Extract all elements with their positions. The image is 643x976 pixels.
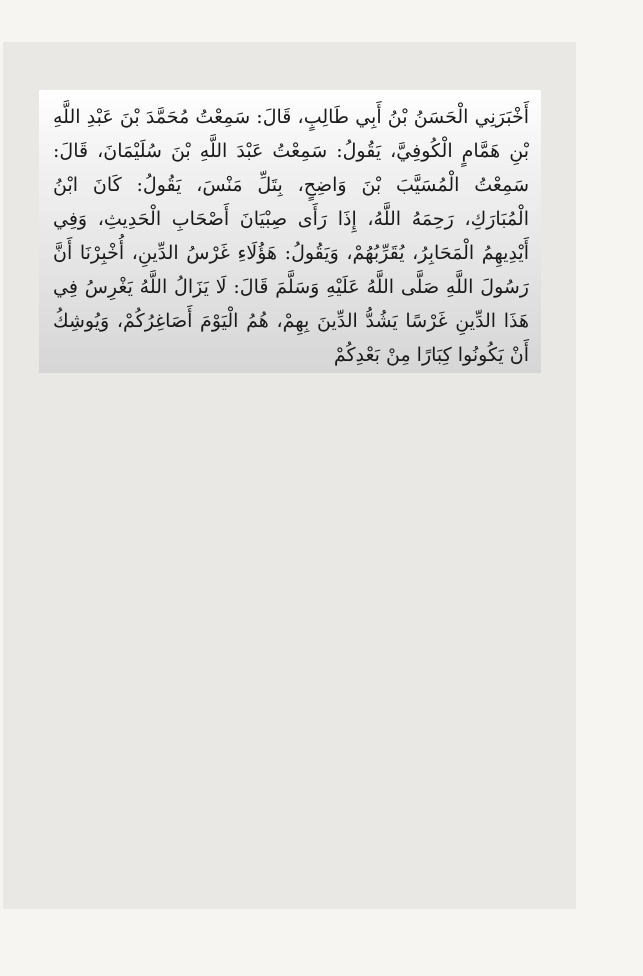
arabic-paragraph: أَخْبَرَنِي الْحَسَنُ بْنُ أَبِي طَالِبٍ، قَالَ: سَمِعْتُ مُحَمَّدَ بْنَ عَبْدِ اللَّهِ بْنِ هَمَّامٍ الْكُوفِيَّ، يَقُولُ: سَمِعْتُ عَبْدَ اللَّهِ بْنَ سُلَيْمَانَ، قَالَ: سَمِعْتُ الْمُسَيَّبَ بْنَ وَاضِحٍ، بِتَلِّ مَنْسَ، يَقُولُ: كَانَ ابْنُ الْمُبَارَكِ، رَحِمَهُ اللَّهُ، إِذَا رَأَى صِبْيَانَ أَصْحَابِ الْحَدِيثِ، وَفِي أَيْدِيهِمُ الْمَحَابِرُ، يُقَرِّبُهُمْ، وَيَقُولُ: هَؤُلَاءِ غَرْسُ الدِّينِ، أُخْبِرْنَا أَنَّ رَسُولَ اللَّهِ صَلَّى اللَّهُ عَلَيْهِ وَسَلَّمَ قَالَ: لَا يَزَالُ اللَّهُ يَغْرِسُ فِي هَذَا الدِّينِ غَرْسًا يَشُدُّ الدِّينَ بِهِمْ، هُمُ الْيَوْمَ أَصَاغِرُكُمْ، وَيُوشِكُ أَنْ يَكُونُوا كِبَارًا مِنْ بَعْدِكُمْ: [53, 106, 529, 366]
page-sheet: [3, 42, 576, 909]
text-block: [39, 90, 541, 373]
